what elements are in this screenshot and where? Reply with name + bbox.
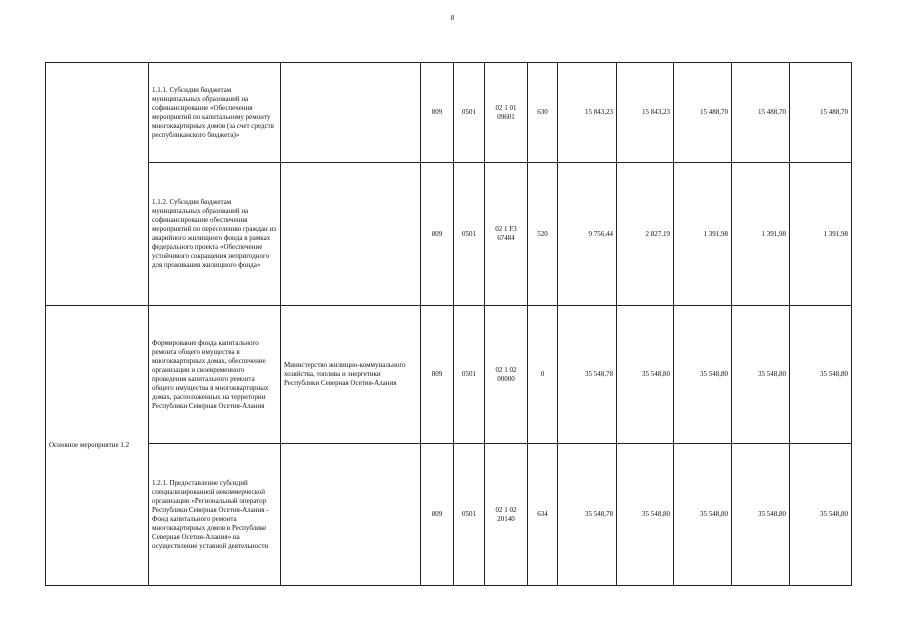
event-name-cell: 1.1.2. Субсидии бюджетам муниципальных образований на софинансирование обеспечения мероприятий по переселению граждан из аварийного жилищного фонда в рамках федерального проекта «Обеспечение устойчивого сокращения непригодного для проживания жилищного фонда» [149,163,281,306]
executor-cell [281,444,421,586]
grbs-cell: 809 [421,63,454,163]
csr-cell: 02 1 01 09601 [485,63,528,163]
amount-cell: 35 548,80 [617,444,674,586]
amount-cell: 1 391,98 [674,163,732,306]
amount-cell: 1 391,98 [732,163,790,306]
amount-cell: 35 548,80 [674,306,732,444]
executor-cell: Министерство жилищно-коммунального хозяйства, топлива и энергетики Республики Северная Осетия-Алания [281,306,421,444]
rzpr-cell: 0501 [454,444,485,586]
table-row [46,306,852,444]
vr-cell: 630 [528,63,558,163]
page-number: 8 [450,14,455,22]
amount-cell: 9 756,44 [558,163,617,306]
csr-cell: 02 1 02 00000 [485,306,528,444]
main-event-cell: Основное мероприятие 1.2 [46,306,149,586]
event-name-cell: Формирование фонда капитального ремонта общего имущества в многоквартирных домах, обеспечение организации и своевременного проведения капитального ремонта общего имущества в многоквартирных домах, расположенных на территории Республики Северная Осетия-Алания [149,306,281,444]
table-row [46,63,852,163]
amount-cell: 35 548,80 [732,306,790,444]
vr-cell: 0 [528,306,558,444]
csr-cell: 02 1 F3 67484 [485,163,528,306]
executor-cell [281,163,421,306]
amount-cell: 15 843,23 [617,63,674,163]
grbs-cell: 809 [421,163,454,306]
csr-cell: 02 1 02 20140 [485,444,528,586]
rzpr-cell: 0501 [454,63,485,163]
budget-table [45,62,852,586]
table-row [46,444,852,586]
table-row [46,163,852,306]
amount-cell: 35 548,80 [732,444,790,586]
vr-cell: 520 [528,163,558,306]
rzpr-cell: 0501 [454,306,485,444]
amount-cell: 2 827,19 [617,163,674,306]
amount-cell: 35 548,78 [558,306,617,444]
grbs-cell: 809 [421,444,454,586]
amount-cell: 15 488,70 [790,63,852,163]
amount-cell: 35 548,80 [617,306,674,444]
amount-cell: 15 488,70 [732,63,790,163]
amount-cell: 35 548,80 [674,444,732,586]
amount-cell: 35 548,78 [558,444,617,586]
executor-cell [281,63,421,163]
rzpr-cell: 0501 [454,163,485,306]
amount-cell: 15 843,23 [558,63,617,163]
amount-cell: 15 488,70 [674,63,732,163]
amount-cell: 35 548,80 [790,306,852,444]
grbs-cell: 809 [421,306,454,444]
event-name-cell: 1.2.1. Предоставление субсидий специализированной некоммерческой организации «Региональный оператор Республики Северная Осетия-Алания - Фонд капитального ремонта многоквартирных домов в Республике Северная Осетия-Алания» на осуществление уставной деятельности [149,444,281,586]
main-event-cell [46,63,149,306]
amount-cell: 1 391,98 [790,163,852,306]
amount-cell: 35 548,80 [790,444,852,586]
vr-cell: 634 [528,444,558,586]
event-name-cell: 1.1.1. Субсидии бюджетам муниципальных образований на софинансирование «Обеспечения мероприятий по капитальному ремонту многоквартирных домов (за счет средств республиканского бюджета)» [149,63,281,163]
